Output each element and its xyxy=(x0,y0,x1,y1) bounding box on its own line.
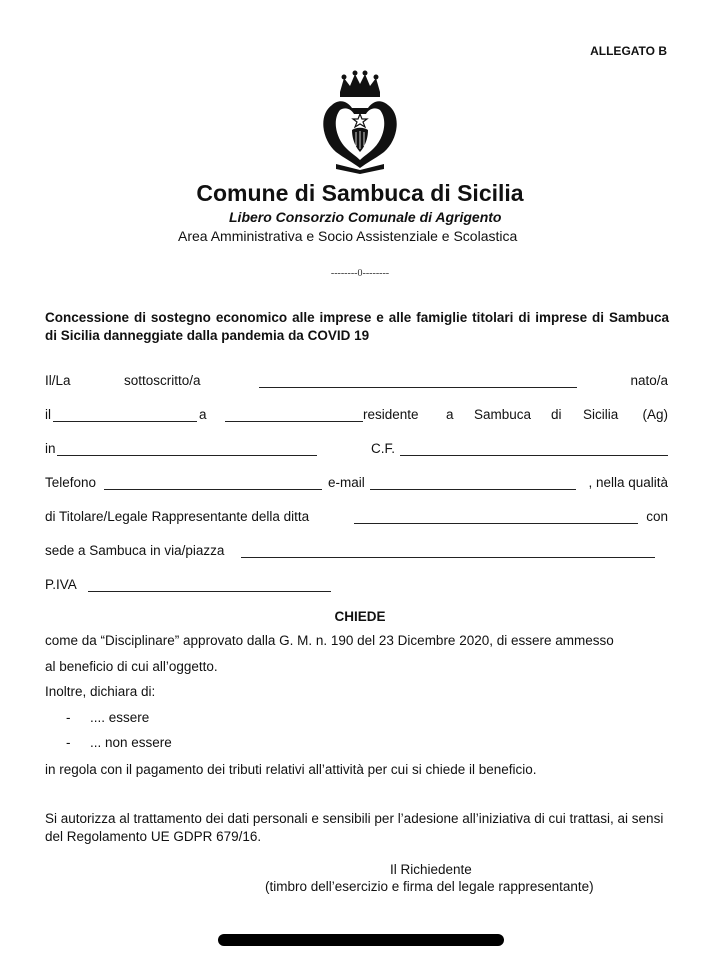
label-sicilia: Sicilia xyxy=(583,407,619,422)
vat-number-field[interactable] xyxy=(88,577,331,592)
home-indicator[interactable] xyxy=(218,934,504,946)
label-cf: C.F. xyxy=(371,441,396,456)
subtitle: Libero Consorzio Comunale di Agrigento xyxy=(229,209,502,225)
signature-label: Il Richiedente xyxy=(390,862,472,877)
option-non-essere[interactable]: ... non essere xyxy=(90,735,172,750)
label-residente-a: a xyxy=(446,407,454,422)
form-row-piva xyxy=(45,577,668,597)
label-il: il xyxy=(45,407,51,422)
label-con: con xyxy=(646,509,668,524)
option-essere[interactable]: .... essere xyxy=(90,710,150,725)
form-row-sede xyxy=(45,543,668,563)
subject-heading: Concessione di sostegno economico alle imprese e alle famiglie titolari di imprese di Sambuca di Sicilia danneggiate dalla pandemia da COVID 19 xyxy=(45,310,669,343)
label-di: di xyxy=(551,407,562,422)
form-row-contatti xyxy=(45,475,668,495)
label-il-la: Il/La xyxy=(45,373,71,388)
label-nato: nato/a xyxy=(630,373,668,388)
request-text-line-2: al beneficio di cui all’oggetto. xyxy=(45,659,218,674)
signature-note: (timbro dell’esercizio e firma del legale rappresentante) xyxy=(265,879,594,894)
office-address-field[interactable] xyxy=(241,543,655,558)
label-telefono: Telefono xyxy=(45,475,97,490)
label-residente: residente xyxy=(363,407,419,422)
chiede-heading: CHIEDE xyxy=(334,609,386,624)
birth-date-field[interactable] xyxy=(53,407,197,422)
form-row-ditta xyxy=(45,509,668,529)
label-qualita: , nella qualità xyxy=(588,475,668,490)
label-sottoscritto: sottoscritto/a xyxy=(124,373,201,388)
allegato-label: ALLEGATO B xyxy=(590,44,667,58)
label-a: a xyxy=(199,407,207,422)
phone-field[interactable] xyxy=(104,475,322,490)
label-sede: sede a Sambuca in via/piazza xyxy=(45,543,225,558)
bullet-marker: - xyxy=(66,710,71,725)
label-in: in xyxy=(45,441,56,456)
department-label: Area Amministrativa e Socio Assistenziale e Scolastica xyxy=(178,228,518,244)
page-title: Comune di Sambuca di Sicilia xyxy=(196,180,524,206)
sottoscritto-field[interactable] xyxy=(259,373,577,388)
form-row-nascita xyxy=(45,407,668,427)
municipal-crest-icon xyxy=(318,70,402,174)
declaration-text: in regola con il pagamento dei tributi relativi all’attività per cui si chiede il beneficio. xyxy=(45,762,537,777)
separator: --------0-------- xyxy=(330,268,390,279)
label-email: e-mail xyxy=(328,475,365,490)
label-sambuca: Sambuca xyxy=(474,407,532,422)
gdpr-consent-text: Si autorizza al trattamento dei dati personali e sensibili per l’adesione all’iniziativa di cui trattasi, ai sensi del Regolamento UE GDPR 679/16. xyxy=(45,811,664,844)
label-titolare: di Titolare/Legale Rappresentante della ditta xyxy=(45,509,310,524)
declaration-intro: Inoltre, dichiara di: xyxy=(45,684,156,699)
label-piva: P.IVA xyxy=(45,577,77,592)
form-row-indirizzo xyxy=(45,441,668,461)
form-row-sottoscritto xyxy=(45,373,668,393)
request-text-line-1: come da “Disciplinare” approvato dalla G. M. n. 190 del 23 Dicembre 2020, di essere ammesso xyxy=(45,633,614,648)
bullet-marker: - xyxy=(66,735,71,750)
label-ag: (Ag) xyxy=(642,407,668,422)
company-field[interactable] xyxy=(354,509,638,524)
tax-code-field[interactable] xyxy=(400,441,668,456)
birth-place-field[interactable] xyxy=(225,407,363,422)
email-field[interactable] xyxy=(370,475,576,490)
address-field[interactable] xyxy=(57,441,317,456)
